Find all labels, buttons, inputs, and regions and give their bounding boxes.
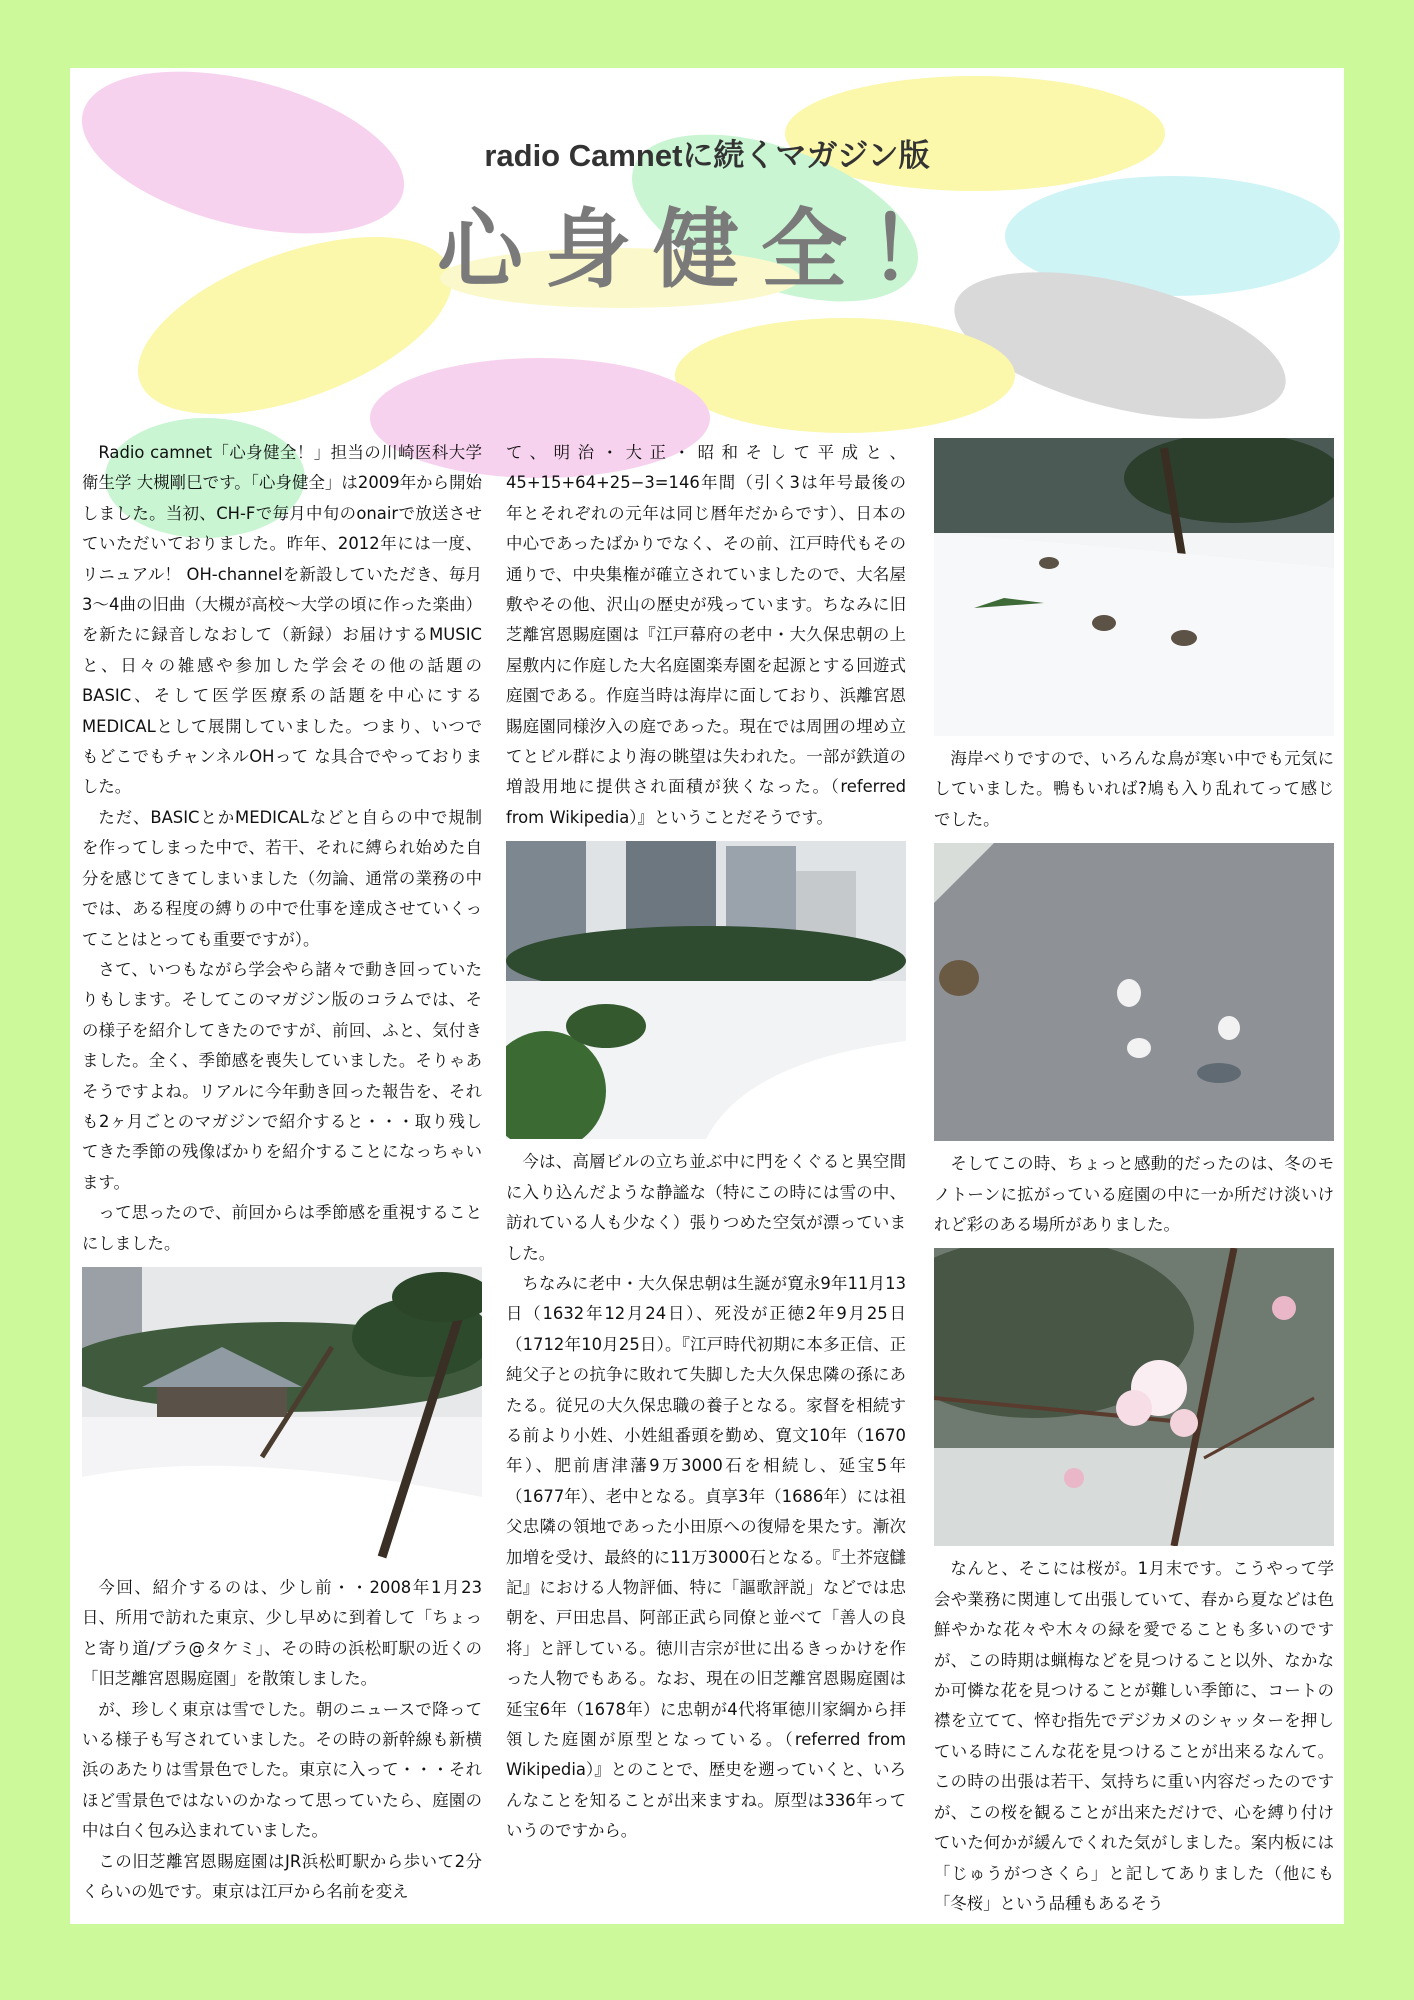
article-paragraph: Radio camnet「心身健全！」担当の川崎医科大学 衛生学 大槻剛巳です。「心身健全」は2009年から開始しました。当初、CH-Fで毎月中旬のonairで放送させていただいておりました。昨年、2012年には一度、リニュアル！ OH-channelを新設していただき、毎月3～4曲の旧曲（大槻が高校～大学の頃に作った楽曲）を新たに録音しなおして（新録）お届けするMUSICと、日々の雑感や参加した学会その他の話題のBASIC、そして医学医療系の話題を中心にするMEDICALとして展開していました。つまり、いつでもどこでもチャンネルOHって な具合でやっておりました。 <box>82 443 482 797</box>
photo-garden-skyscrapers <box>506 841 906 1139</box>
article-column-middle <box>506 438 906 1847</box>
magazine-title: 心身健全！ <box>437 200 977 300</box>
article-paragraph: 今は、高層ビルの立ち並ぶ中に門をくぐると異空間に入り込んだような静謐な（特にこの時には雪の中、訪れている人も少なく）張りつめた空気が漂っていました。 <box>506 1152 906 1263</box>
article-paragraph: って思ったので、前回からは季節感を重視することにしました。 <box>82 1203 482 1253</box>
article-column-right <box>934 438 1334 1919</box>
photo-birds-on-path <box>934 843 1334 1141</box>
article-paragraph: この旧芝離宮恩賜庭園はJR浜松町駅から歩いて2分くらいの処です。東京は江戸から名前を変え <box>82 1851 482 1902</box>
photo-caption: 海岸べりですので、いろんな鳥が寒い中でも元気にしていました。鴨もいれば?鳩も入り乱れてって感じでした。 <box>934 749 1334 829</box>
photo-snowy-pavilion <box>82 1267 482 1565</box>
photo-winter-cherry-blossom <box>934 1248 1334 1546</box>
photo-caption: なんと、そこには桜が。1月末です。こうやって学会や業務に関連して出張していて、春から夏などは色鮮やかな花々や木々の緑を愛でることも多いのですが、この時期は蝋梅などを見つけること以外、なかなか可憐な花を見つけることが難しい季節に、コートの襟を立てて、悴む指先でデジカメのシャッターを押している時にこんな花を見つけることが出来るなんて。この時の出張は若干、気持ちに重い内容だったのですが、この桜を観ることが出来ただけで、心を縛り付けていた何かが緩んでくれた気がしました。案内板には「じゅうがつさくら」と記してありました（他にも「冬桜」という品種もあるそう <box>934 1559 1334 1913</box>
article-paragraph: が、珍しく東京は雪でした。朝のニュースで降っている様子も写されていました。その時の新幹線も新横浜のあたりは雪景色でした。東京に入って・・・それほど雪景色ではないのかなって思っていたら、庭園の中は白く包み込まれていました。 <box>82 1699 482 1841</box>
photo-ducks-in-snow <box>934 438 1334 736</box>
article-paragraph: ちなみに老中・大久保忠朝は生誕が寛永9年11月13日（1632年12月24日）、死没が正徳2年9月25日（1712年10月25日）。『江戸時代初期に本多正信、正純父子との抗争に敗れて失脚した大久保忠隣の孫にあたる。従兄の大久保忠職の養子となる。家督を相続する前より小姓、小姓組番頭を勤め、寛文10年（1670年）、肥前唐津藩9万3000石を相続し、延宝5年（1677年）、老中となる。貞享3年（1686年）には祖父忠隣の領地であった小田原への復帰を果たす。漸次加増を受け、最終的に11万3000石となる。『土芥寇讎記』における人物評価、特に「謳歌評説」などでは忠朝を、戸田忠昌、阿部正武ら同僚と並べて「善人の良将」と評している。徳川吉宗が世に出るきっかけを作った人物でもある。なお、現在の旧芝離宮恩賜庭園は延宝6年（1678年）に忠朝が4代将軍徳川家綱から拝領した庭園が原型となっている。（referred from Wikipedia）』とのことで、歴史を遡っていくと、いろんなことを知ることが出来ますね。原型は336年っていうのですから。 <box>506 1273 906 1841</box>
article-paragraph: さて、いつもながら学会やら諸々で動き回っていたりもします。そしてこのマガジン版のコラムでは、その様子を紹介してきたのですが、前回、ふと、気付きました。全く、季節感を喪失していました。そりゃあそうですよね。リアルに今年動き回った報告を、それも2ヶ月ごとのマガジンで紹介すると・・・取り残してきた季節の残像ばかりを紹介することになっちゃいます。 <box>82 959 482 1192</box>
photo-caption: そしてこの時、ちょっと感動的だったのは、冬のモノトーンに拡がっている庭園の中に一か所だけ淡いけれど彩のある場所がありました。 <box>934 1154 1334 1235</box>
article-paragraph: て、明治・大正・昭和そして平成と、45+15+64+25−3=146年間（引く3は年号最後の年とそれぞれの元年は同じ暦年だからです）、日本の中心であったばかりでなく、その前、江戸時代もその通りで、中央集権が確立されていましたので、大名屋敷やその他、沢山の歴史が残っています。ちなみに旧芝離宮恩賜庭園は『江戸幕府の老中・大久保忠朝の上屋敷内に作庭した大名庭園楽寿園を起源とする回遊式庭園である。作庭当時は海岸に面しており、浜離宮恩賜庭園同様汐入の庭であった。現在では周囲の埋め立てとビル群により海の眺望は失われた。一部が鉄道の増設用地に提供され面積が狭くなった。（referred from Wikipedia）』ということだそうです。 <box>506 443 906 827</box>
article-column-left <box>82 438 482 1907</box>
decor-oval-yellow <box>675 318 1015 433</box>
article-paragraph: 今回、紹介するのは、少し前・・2008年1月23日、所用で訪れた東京、少し早めに到着して「ちょっと寄り道/ブラ@タケミ」、その時の浜松町駅の近くの「旧芝離宮恩賜庭園」を散策しました。 <box>82 1577 482 1689</box>
magazine-subtitle: radio Camnetに続くマガジン版 <box>484 138 930 173</box>
magazine-page <box>70 68 1344 1924</box>
article-paragraph: ただ、BASICとかMEDICALなどと自らの中で規制を作ってしまった中で、若干、それに縛られ始めた自分を感じてきてしまいました（勿論、通常の業務の中では、ある程度の縛りの中で仕事を達成させていくってことはとっても重要ですが）。 <box>82 807 482 949</box>
